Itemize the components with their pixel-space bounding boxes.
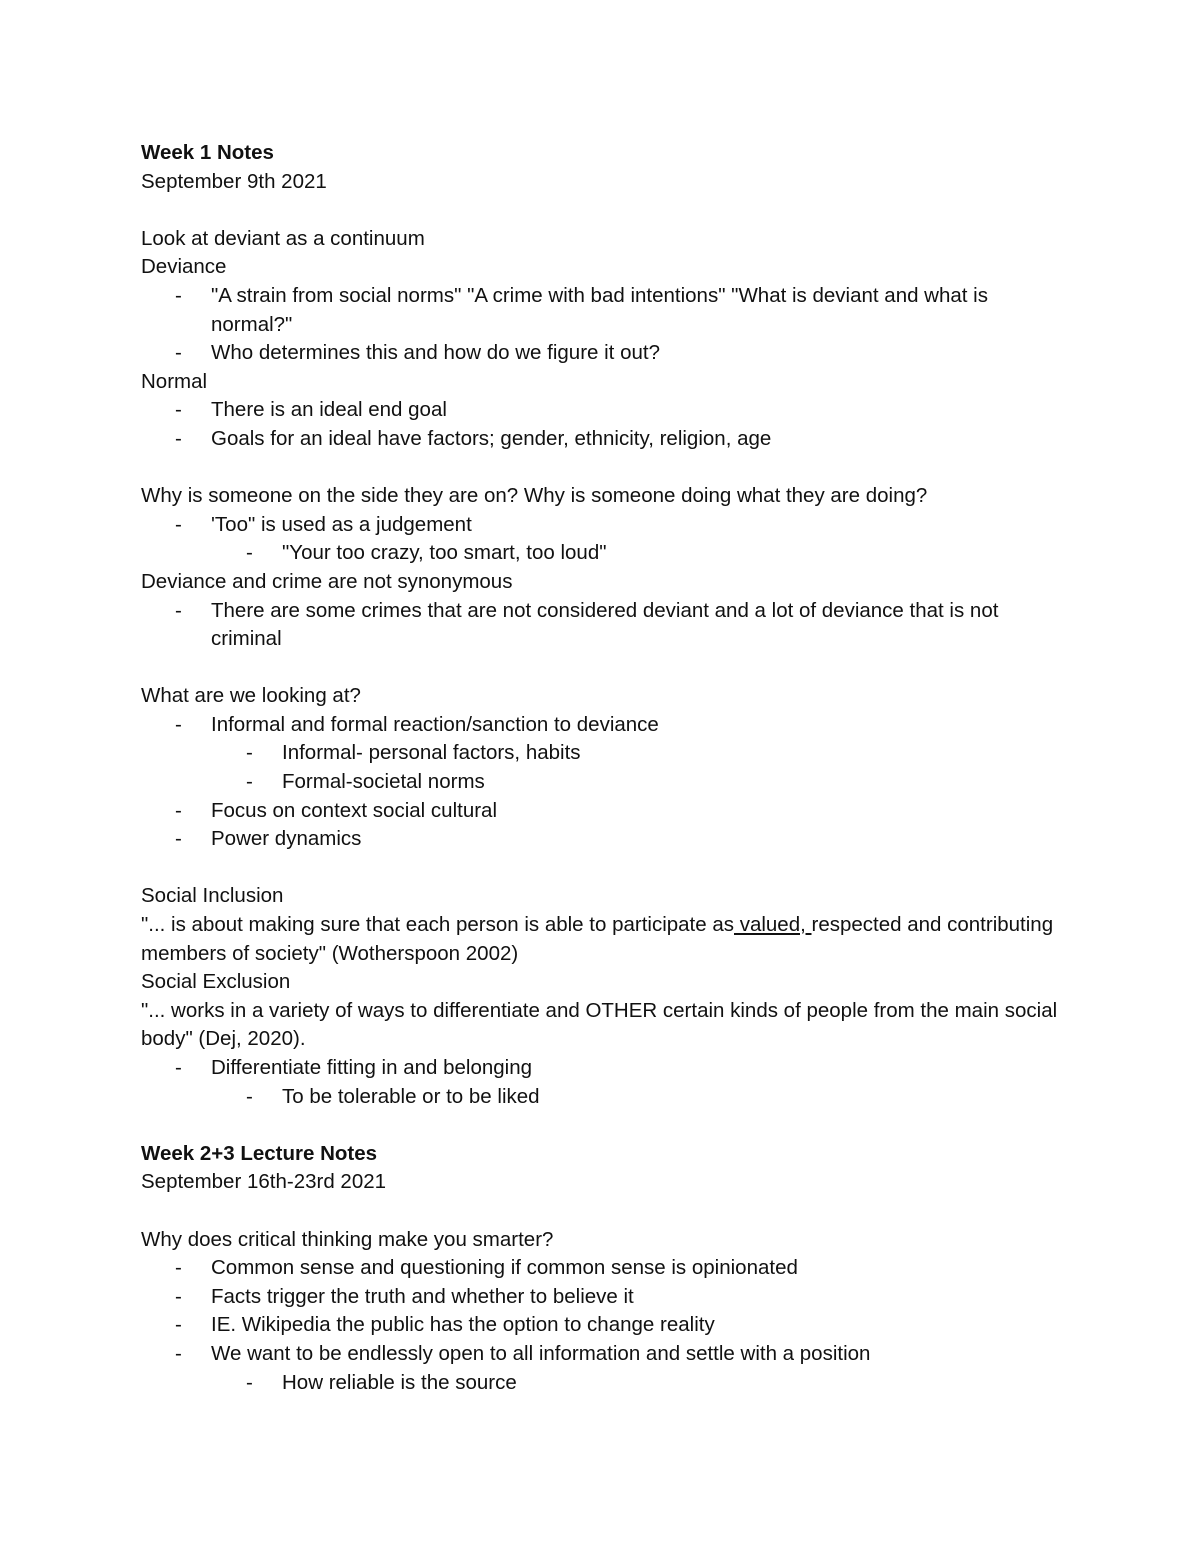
list-item-text: Goals for an ideal have factors; gender, ethnicity, religion, age	[211, 426, 772, 450]
deviance-heading: Deviance	[141, 255, 227, 279]
quote-text: "... is about making sure that each person is able to participate as	[141, 913, 734, 937]
bullet-dash: -	[175, 1056, 182, 1079]
why-question: Why is someone on the side they are on? Why is someone doing what they are doing?	[141, 484, 928, 508]
list-item-text: Focus on context social cultural	[211, 798, 497, 822]
sub-list-item	[141, 1369, 1061, 1398]
list-item	[141, 396, 1061, 425]
spacer	[141, 196, 1061, 225]
bullet-dash: -	[175, 712, 182, 736]
sub-list-item	[141, 539, 1061, 568]
list-item-text: Informal and formal reaction/sanction to deviance	[211, 712, 659, 736]
list-item-text: IE. Wikipedia the public has the option to change reality	[211, 1313, 715, 1337]
bullet-dash: -	[175, 341, 182, 365]
bullet-dash: -	[246, 770, 253, 794]
bullet-dash: -	[175, 1284, 182, 1308]
bullet-dash: -	[175, 798, 182, 822]
list-item	[141, 1283, 1061, 1312]
spacer	[141, 454, 1061, 483]
list-item-text: Common sense and questioning if common sense is opinionated	[211, 1256, 798, 1280]
list-item-text: There are some crimes that are not considered deviant and a lot of deviance that is not criminal	[211, 598, 999, 651]
list-item-text: Facts trigger the truth and whether to believe it	[211, 1284, 634, 1308]
bullet-dash: -	[175, 1341, 182, 1365]
list-item	[141, 339, 1061, 368]
document-page	[141, 139, 1061, 1397]
bullet-dash: -	[175, 827, 182, 851]
list-item	[141, 511, 1061, 540]
list-item	[141, 1311, 1061, 1340]
list-item	[141, 711, 1061, 740]
sub-list-item	[141, 739, 1061, 768]
list-item	[141, 1054, 1061, 1083]
spacer	[141, 1197, 1061, 1226]
bullet-dash: -	[175, 512, 182, 536]
bullet-dash: -	[175, 598, 182, 622]
normal-heading: Normal	[141, 369, 208, 393]
sub-list-item	[141, 768, 1061, 797]
list-item	[141, 825, 1061, 854]
exclusion-heading: Social Exclusion	[141, 970, 291, 994]
week1-date: September 9th 2021	[141, 169, 327, 193]
spacer	[141, 1111, 1061, 1140]
inclusion-quote	[141, 911, 1061, 968]
quote-text: respected and contributing members of society" (Wotherspoon 2002)	[141, 913, 1054, 965]
bullet-dash: -	[175, 426, 182, 450]
bullet-dash: -	[246, 541, 253, 565]
list-item	[141, 597, 1061, 654]
spacer	[141, 854, 1061, 883]
list-item	[141, 1340, 1061, 1369]
list-item	[141, 282, 1061, 339]
list-item-text: To be tolerable or to be liked	[282, 1084, 540, 1108]
bullet-dash: -	[175, 1256, 182, 1280]
list-item-text: There is an ideal end goal	[211, 398, 447, 422]
bullet-dash: -	[246, 1370, 253, 1394]
underlined-text: valued,	[734, 913, 812, 937]
list-item-text: Formal-societal norms	[282, 770, 485, 794]
bullet-dash: -	[246, 1084, 253, 1108]
list-item	[141, 797, 1061, 826]
spacer	[141, 654, 1061, 683]
bullet-dash: -	[175, 398, 182, 422]
list-item-text: "A strain from social norms" "A crime with bad intentions" "What is deviant and what is normal?"	[211, 283, 988, 336]
list-item-text: Differentiate fitting in and belonging	[211, 1056, 533, 1079]
week23-date: September 16th-23rd 2021	[141, 1170, 387, 1194]
list-item-text: Informal- personal factors, habits	[282, 741, 581, 765]
bullet-dash: -	[246, 741, 253, 765]
inclusion-heading: Social Inclusion	[141, 884, 284, 908]
list-item	[141, 1254, 1061, 1283]
crime-heading: Deviance and crime are not synonymous	[141, 569, 513, 593]
critical-question: Why does critical thinking make you smarter?	[141, 1227, 554, 1251]
sub-list-item	[141, 1083, 1061, 1112]
list-item-text: 'Too" is used as a judgement	[211, 512, 472, 536]
bullet-dash: -	[175, 283, 182, 307]
list-item-text: Who determines this and how do we figure it out?	[211, 341, 660, 365]
week1-title: Week 1 Notes	[141, 141, 274, 164]
looking-heading: What are we looking at?	[141, 684, 361, 708]
exclusion-quote: "... works in a variety of ways to differentiate and OTHER certain kinds of people from the main social body" (Dej, 2020).	[141, 998, 1058, 1051]
list-item-text: Power dynamics	[211, 827, 362, 851]
list-item	[141, 425, 1061, 454]
list-item-text: We want to be endlessly open to all information and settle with a position	[211, 1341, 871, 1365]
week23-title: Week 2+3 Lecture Notes	[141, 1141, 378, 1165]
intro-line: Look at deviant as a continuum	[141, 226, 425, 250]
list-item-text: How reliable is the source	[282, 1370, 517, 1394]
bullet-dash: -	[175, 1313, 182, 1337]
list-item-text: "Your too crazy, too smart, too loud"	[282, 541, 607, 565]
